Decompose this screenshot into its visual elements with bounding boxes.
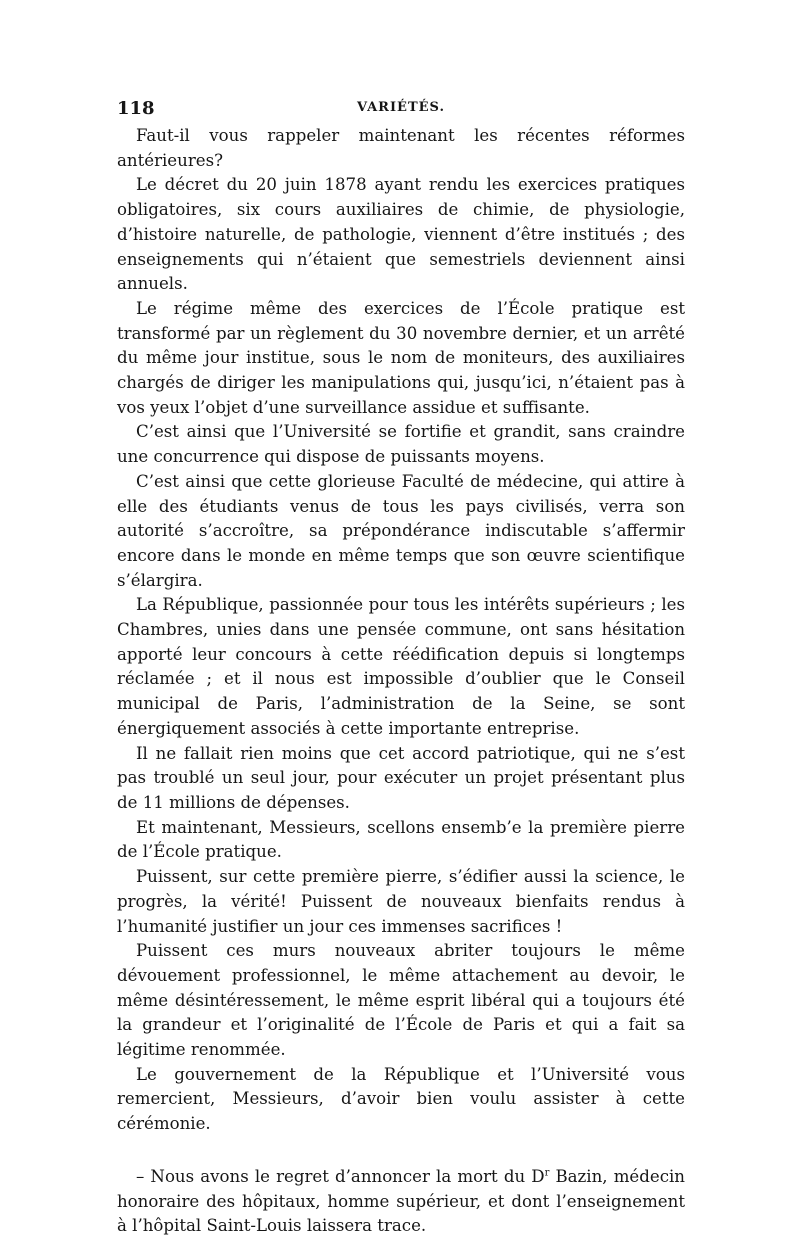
- paragraph: La République, passionnée pour tous les intérêts supérieurs ; les Chambres, unies dans une pensée commune, ont sans hésitation apporté leur concours à cette réédification depuis si longtemps réclamée ; et il nous est impossible d’oublier que le Conseil municipal de Paris, l’administration de la Seine, se sont énergiquement associés à cette importante entreprise.: [117, 595, 685, 738]
- paragraph: Faut-il vous rappeler maintenant les récentes réformes antérieures?: [117, 126, 685, 170]
- paragraph: Puissent, sur cette première pierre, s’édifier aussi la science, le progrès, la vérité! Puissent de nouveaux bienfaits rendus à l’humanité justifier un jour ces immenses sacrifices !: [117, 867, 685, 936]
- paragraph: Il ne fallait rien moins que cet accord patriotique, qui ne s’est pas troublé un seul jour, pour exécuter un projet présentant plus de 11 millions de dépenses.: [117, 743, 685, 812]
- paragraph: C’est ainsi que l’Université se fortifie et grandit, sans craindre une concurrence qui dispose de puissants moyens.: [117, 422, 685, 467]
- paragraph: Le régime même des exercices de l’École pratique est transformé par un règlement du 30 novembre dernier, et un arrêté du même jour institue, sous le nom de moniteurs, des auxiliaires chargés de diriger les manipulations qui, jusqu’ici, n’étaient pas à vos yeux l’objet d’une surveillance assidue et suffisante.: [117, 298, 685, 417]
- running-title: VARIÉTÉS.: [357, 100, 445, 115]
- article-body: [117, 124, 685, 1137]
- note-superscript: r: [544, 1167, 550, 1179]
- paragraph: C’est ainsi que cette glorieuse Faculté de médecine, qui attire à elle des étudiants venus de tous les pays civilisés, verra son autorité s’accroître, sa prépondérance indiscutable s’affermir encore dans le monde en même temps que son œuvre scientifique s’élargira.: [117, 471, 685, 590]
- paragraph: Puissent ces murs nouveaux abriter toujours le même dévouement professionnel, le même attachement au devoir, le même désintéressement, le même esprit libéral qui a toujours été la grandeur et l’originalité de l’École de Paris et qui a fait sa légitime renommée.: [117, 941, 685, 1060]
- obituary-note: [117, 1165, 685, 1239]
- page: [117, 98, 685, 1239]
- paragraph: Le gouvernement de la République et l’Université vous remercient, Messieurs, d’avoir bien voulu assister à cette cérémonie.: [117, 1064, 685, 1134]
- note-text-start: – Nous avons le regret d’annoncer la mort du D: [136, 1166, 545, 1186]
- paragraph: Le décret du 20 juin 1878 ayant rendu les exercices pratiques obligatoires, six cours auxiliaires de chimie, de physiologie, d’histoire naturelle, de pathologie, viennent d’être institués ; des enseignements qui n’étaient que semestriels deviennent ainsi annuels.: [117, 175, 685, 294]
- page-number: 118: [117, 98, 155, 119]
- paragraph: Et maintenant, Messieurs, scellons ensemb’e la première pierre de l’École pratique.: [117, 817, 685, 862]
- note-text-end: Bazin, médecin honoraire des hôpitaux, homme supérieur, et dont l’enseignement à l’hôpital Saint-Louis laissera trace.: [117, 1166, 685, 1236]
- page-header: [117, 98, 685, 124]
- section-gap: [117, 1137, 685, 1165]
- obituary-paragraph: [117, 1165, 685, 1239]
